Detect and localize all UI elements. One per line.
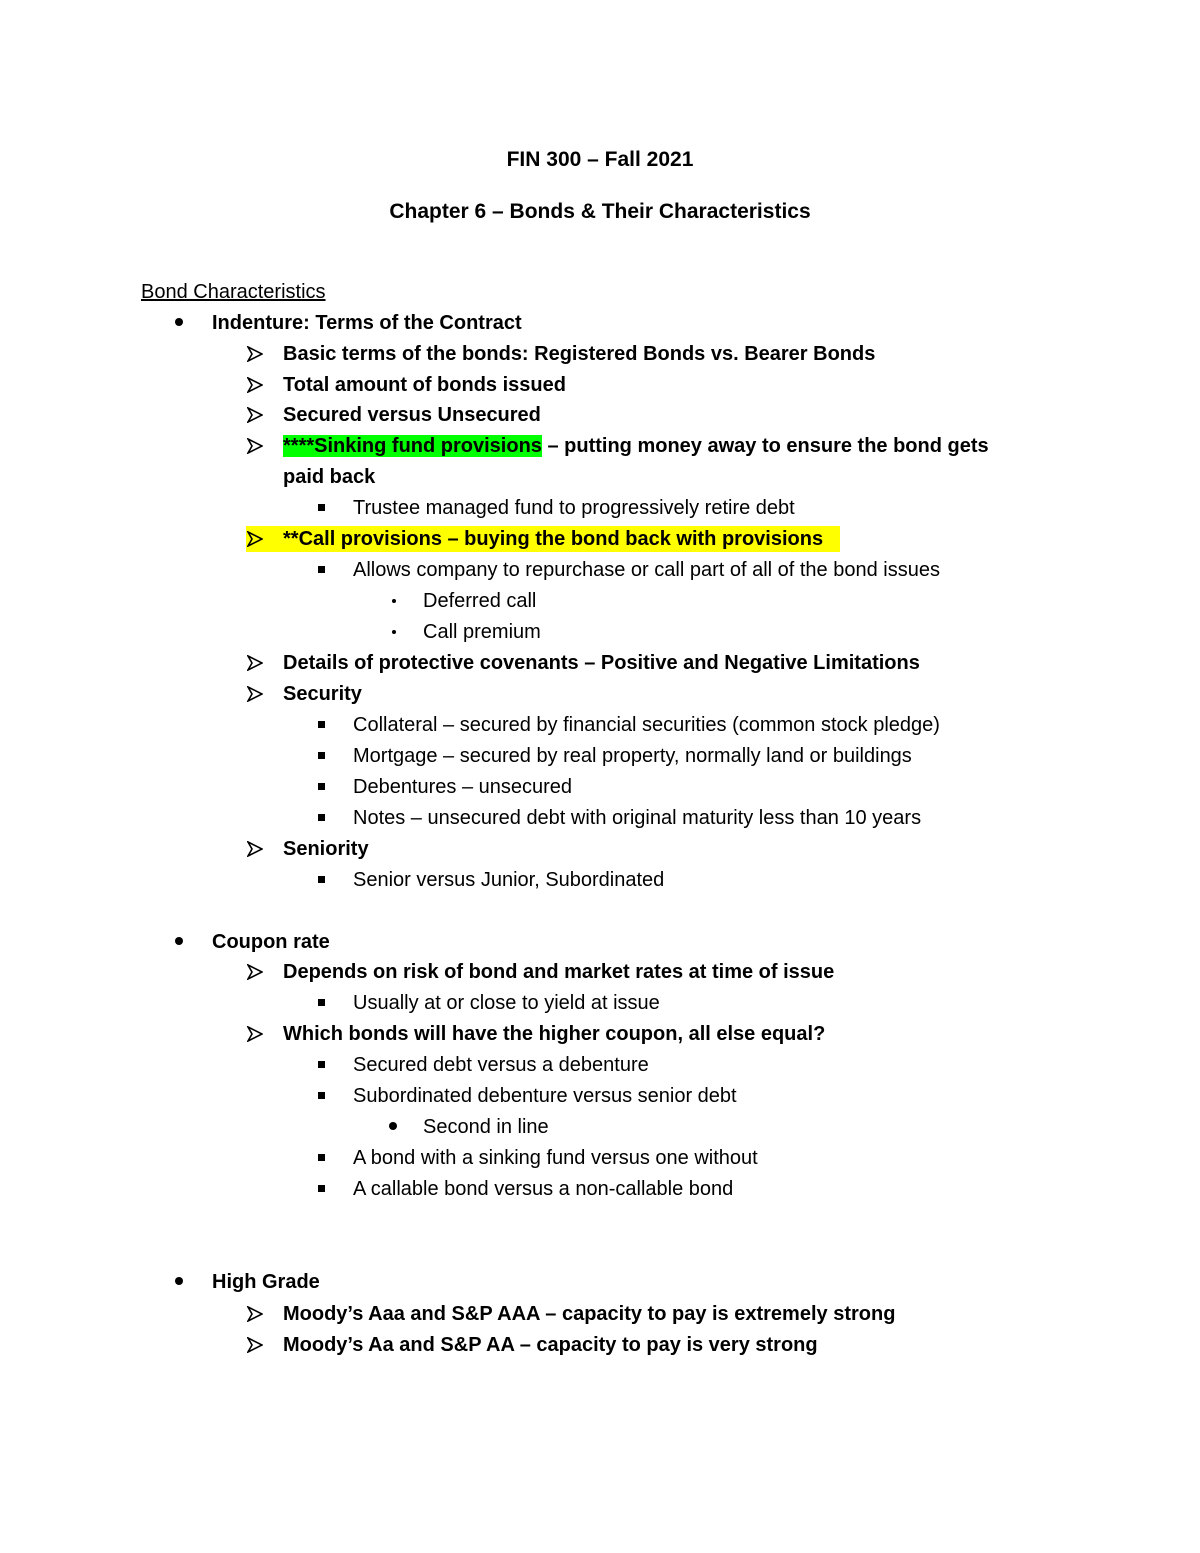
list-item <box>0 930 1200 954</box>
list-item <box>0 868 1200 892</box>
square-bullet-icon <box>318 999 325 1006</box>
square-bullet-icon <box>318 814 325 821</box>
list-item <box>0 496 1200 520</box>
list-item-text: Subordinated debenture versus senior debt <box>353 1085 737 1107</box>
list-item-text: Indenture: Terms of the Contract <box>212 312 522 334</box>
square-bullet-icon <box>318 1154 325 1161</box>
list-item <box>0 682 1200 706</box>
list-item-text: Trustee managed fund to progressively retire debt <box>353 497 795 519</box>
arrow-bullet-icon <box>247 1306 263 1322</box>
arrow-bullet-icon <box>247 1337 263 1353</box>
list-item <box>0 991 1200 1015</box>
list-item-text: Call premium <box>423 621 541 643</box>
list-item <box>0 775 1200 799</box>
list-item-text: Allows company to repurchase or call part of all of the bond issues <box>353 559 940 581</box>
arrow-bullet-icon <box>247 1026 263 1042</box>
arrow-bullet-icon <box>247 531 263 547</box>
list-item-text: Security <box>283 683 362 705</box>
list-item-text: Deferred call <box>423 590 537 612</box>
square-bullet-icon <box>318 1061 325 1068</box>
list-item-text: High Grade <box>212 1271 320 1293</box>
list-item <box>0 806 1200 830</box>
list-item <box>0 651 1200 675</box>
list-item <box>0 1177 1200 1201</box>
arrow-bullet-icon <box>247 655 263 671</box>
list-item <box>0 1302 1200 1326</box>
highlighted-term: ****Sinking fund provisions <box>283 435 542 457</box>
list-item-text: Secured versus Unsecured <box>283 404 541 426</box>
square-bullet-icon <box>318 566 325 573</box>
list-item-text: Total amount of bonds issued <box>283 374 566 396</box>
list-item <box>0 837 1200 861</box>
section-heading: Bond Characteristics <box>141 281 326 303</box>
list-item-continuation <box>0 465 1200 489</box>
list-item-text: Second in line <box>423 1116 549 1138</box>
square-bullet-icon <box>318 752 325 759</box>
list-item-text: Usually at or close to yield at issue <box>353 992 660 1014</box>
list-item <box>0 1084 1200 1108</box>
arrow-bullet-icon <box>247 377 263 393</box>
square-bullet-icon <box>318 783 325 790</box>
list-item <box>0 744 1200 768</box>
list-item <box>0 713 1200 737</box>
list-item <box>0 311 1200 335</box>
list-item-text: Moody’s Aaa and S&P AAA – capacity to pay is extremely strong <box>283 1303 896 1325</box>
square-bullet-icon <box>318 721 325 728</box>
chapter-title: Chapter 6 – Bonds & Their Characteristics <box>389 200 811 223</box>
list-item <box>0 342 1200 366</box>
bullet-dot-icon <box>175 1277 183 1285</box>
list-item-text: Notes – unsecured debt with original maturity less than 10 years <box>353 807 922 829</box>
list-item-text: **Call provisions – buying the bond back with provisions <box>283 528 824 550</box>
small-dot-bullet-icon <box>392 630 396 634</box>
list-item-text: Debentures – unsecured <box>353 776 573 798</box>
list-item <box>0 1270 1200 1294</box>
bullet-dot-icon <box>389 1122 397 1130</box>
square-bullet-icon <box>318 1185 325 1192</box>
list-item <box>0 1022 1200 1046</box>
list-item <box>0 373 1200 397</box>
small-dot-bullet-icon <box>392 599 396 603</box>
list-item <box>0 589 1200 613</box>
arrow-bullet-icon <box>247 346 263 362</box>
list-item <box>0 960 1200 984</box>
list-item-text: Mortgage – secured by real property, normally land or buildings <box>353 745 912 767</box>
list-item-text: Depends on risk of bond and market rates at time of issue <box>283 961 835 983</box>
arrow-bullet-icon <box>247 686 263 702</box>
arrow-bullet-icon <box>247 964 263 980</box>
square-bullet-icon <box>318 1092 325 1099</box>
list-item-text: paid back <box>283 466 376 488</box>
list-item-text: – putting money away to ensure the bond gets <box>541 435 989 457</box>
list-item-text: Basic terms of the bonds: Registered Bonds vs. Bearer Bonds <box>283 343 876 365</box>
list-item <box>0 527 1200 551</box>
list-item-text: Details of protective covenants – Positive and Negative Limitations <box>283 652 920 674</box>
list-item-text: Coupon rate <box>212 931 330 953</box>
list-item-text: Secured debt versus a debenture <box>353 1054 649 1076</box>
list-item-text: Moody’s Aa and S&P AA – capacity to pay is very strong <box>283 1334 818 1356</box>
list-item <box>0 1053 1200 1077</box>
list-item-text: A bond with a sinking fund versus one without <box>353 1147 758 1169</box>
bullet-dot-icon <box>175 937 183 945</box>
list-item-text: A callable bond versus a non-callable bond <box>353 1178 734 1200</box>
list-item <box>0 1115 1200 1139</box>
course-title: FIN 300 – Fall 2021 <box>506 148 694 171</box>
list-item <box>0 1146 1200 1170</box>
square-bullet-icon <box>318 504 325 511</box>
arrow-bullet-icon <box>247 438 263 454</box>
arrow-bullet-icon <box>247 407 263 423</box>
list-item-text: Which bonds will have the higher coupon, all else equal? <box>283 1023 826 1045</box>
bullet-dot-icon <box>175 318 183 326</box>
list-item-text: Seniority <box>283 838 369 860</box>
list-item <box>0 620 1200 644</box>
list-item <box>0 1333 1200 1357</box>
list-item-text: Collateral – secured by financial securities (common stock pledge) <box>353 714 940 736</box>
arrow-bullet-icon <box>247 841 263 857</box>
list-item-text: Senior versus Junior, Subordinated <box>353 869 665 891</box>
square-bullet-icon <box>318 876 325 883</box>
list-item <box>0 403 1200 427</box>
list-item <box>0 434 1200 458</box>
list-item <box>0 558 1200 582</box>
